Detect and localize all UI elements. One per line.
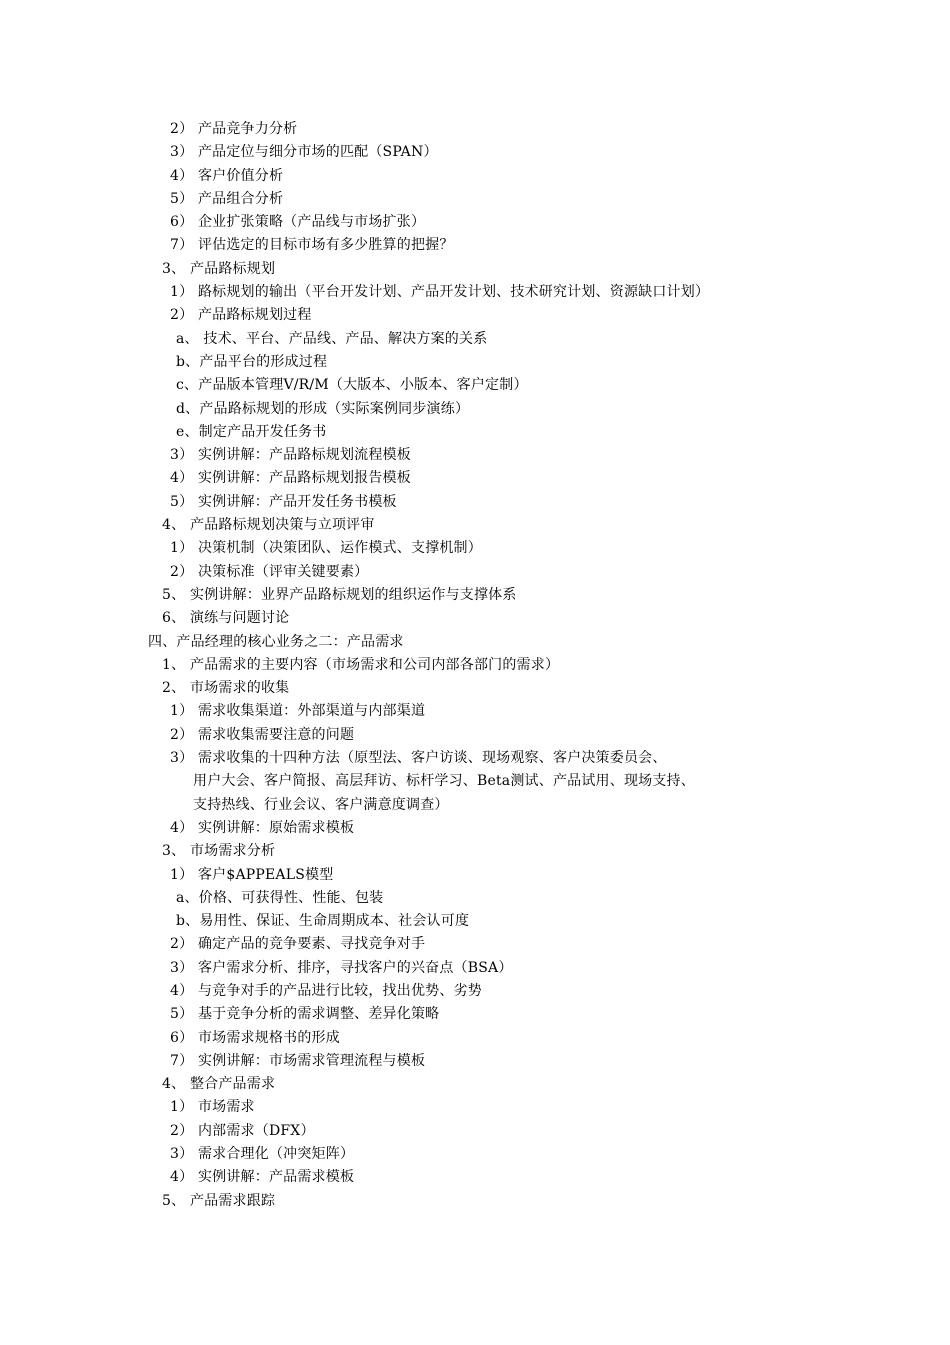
outline-line-level-3: 2） 内部需求（DFX） [170,1122,315,1139]
outline-line-level-4: a、价格、可获得性、性能、包装 [176,889,384,906]
outline-line-level-3: 2） 确定产品的竞争要素、寻找竞争对手 [170,936,426,953]
outline-line-level-3: 5） 产品组合分析 [170,190,284,207]
outline-line-level-2: 5、 实例讲解：业界产品路标规划的组织运作与支撑体系 [162,586,517,603]
outline-line-level-4: d、产品路标规划的形成（实际案例同步演练） [176,400,470,417]
outline-line-level-3: 3） 实例讲解：产品路标规划流程模板 [170,447,411,464]
outline-line-level-3: 3） 需求合理化（冲突矩阵） [170,1146,355,1163]
outline-line-level-2: 3、 市场需求分析 [162,843,276,860]
outline-line-level-3: 6） 企业扩张策略（产品线与市场扩张） [170,214,426,231]
outline-line-level-3: 1） 客户$APPEALS模型 [170,866,334,883]
outline-line-level-3: 2） 产品竞争力分析 [170,121,298,137]
outline-line-level-2: 5、 产品需求跟踪 [162,1192,276,1209]
outline-line-level-2: 3、 产品路标规划 [162,260,276,277]
outline-line-level-2: 4、 产品路标规划决策与立项评审 [162,517,375,534]
outline-line-continuation: 支持热线、行业会议、客户满意度调查） [193,796,449,813]
outline-line-level-2: 1、 产品需求的主要内容（市场需求和公司内部各部门的需求） [162,656,560,673]
outline-line-level-3: 4） 与竞争对手的产品进行比较，找出优势、劣势 [170,982,482,999]
outline-list [0,118,950,1213]
outline-line-level-3: 4） 实例讲解：原始需求模板 [170,819,355,836]
outline-line-level-3: 6） 市场需求规格书的形成 [170,1029,340,1046]
outline-line-level-2: 4、 整合产品需求 [162,1076,276,1093]
outline-line-level-3: 4） 实例讲解：产品需求模板 [170,1169,355,1186]
outline-line-level-3: 1） 需求收集渠道：外部渠道与内部渠道 [170,703,426,720]
outline-line-level-2: 6、 演练与问题讨论 [162,610,290,627]
outline-line-level-3: 2） 产品路标规划过程 [170,307,312,324]
outline-line-level-3: 4） 客户价值分析 [170,167,284,184]
outline-line-level-1: 四、产品经理的核心业务之二：产品需求 [148,633,404,650]
outline-line-level-4: b、易用性、保证、生命周期成本、社会认可度 [176,913,470,930]
outline-line-level-3: 7） 实例讲解：市场需求管理流程与模板 [170,1052,426,1069]
outline-line-level-4: e、制定产品开发任务书 [176,423,327,440]
outline-line-level-3: 5） 实例讲解：产品开发任务书模板 [170,493,397,510]
outline-line-continuation: 用户大会、客户简报、高层拜访、标杆学习、Beta测试、产品试用、现场支持、 [193,773,695,790]
outline-line-level-3: 2） 需求收集需要注意的问题 [170,726,355,743]
outline-line-level-3: 5） 基于竞争分析的需求调整、差异化策略 [170,1006,440,1023]
outline-line-level-3: 3） 客户需求分析、排序，寻找客户的兴奋点（BSA） [170,959,513,976]
outline-line-level-3: 1） 路标规划的输出（平台开发计划、产品开发计划、技术研究计划、资源缺口计划） [170,284,710,301]
outline-line-level-3: 4） 实例讲解：产品路标规划报告模板 [170,470,411,487]
outline-line-level-3: 7） 评估选定的目标市场有多少胜算的把握？ [170,237,454,254]
outline-line-level-2: 2、 市场需求的收集 [162,680,290,697]
outline-line-level-3: 1） 市场需求 [170,1099,255,1116]
outline-line-level-3: 1） 决策机制（决策团队、运作模式、支撑机制） [170,540,482,557]
outline-line-level-3: 3） 需求收集的十四种方法（原型法、客户访谈、现场观察、客户决策委员会、 [170,750,667,767]
outline-line-level-3: 2） 决策标准（评审关键要素） [170,563,369,580]
outline-line-level-4: b、产品平台的形成过程 [176,353,328,370]
outline-line-level-4: c、产品版本管理V/R/M（大版本、小版本、客户定制） [176,377,528,394]
outline-line-level-4: a、 技术、平台、产品线、产品、解决方案的关系 [176,330,488,347]
outline-line-level-3: 3） 产品定位与细分市场的匹配（SPAN） [170,144,438,161]
